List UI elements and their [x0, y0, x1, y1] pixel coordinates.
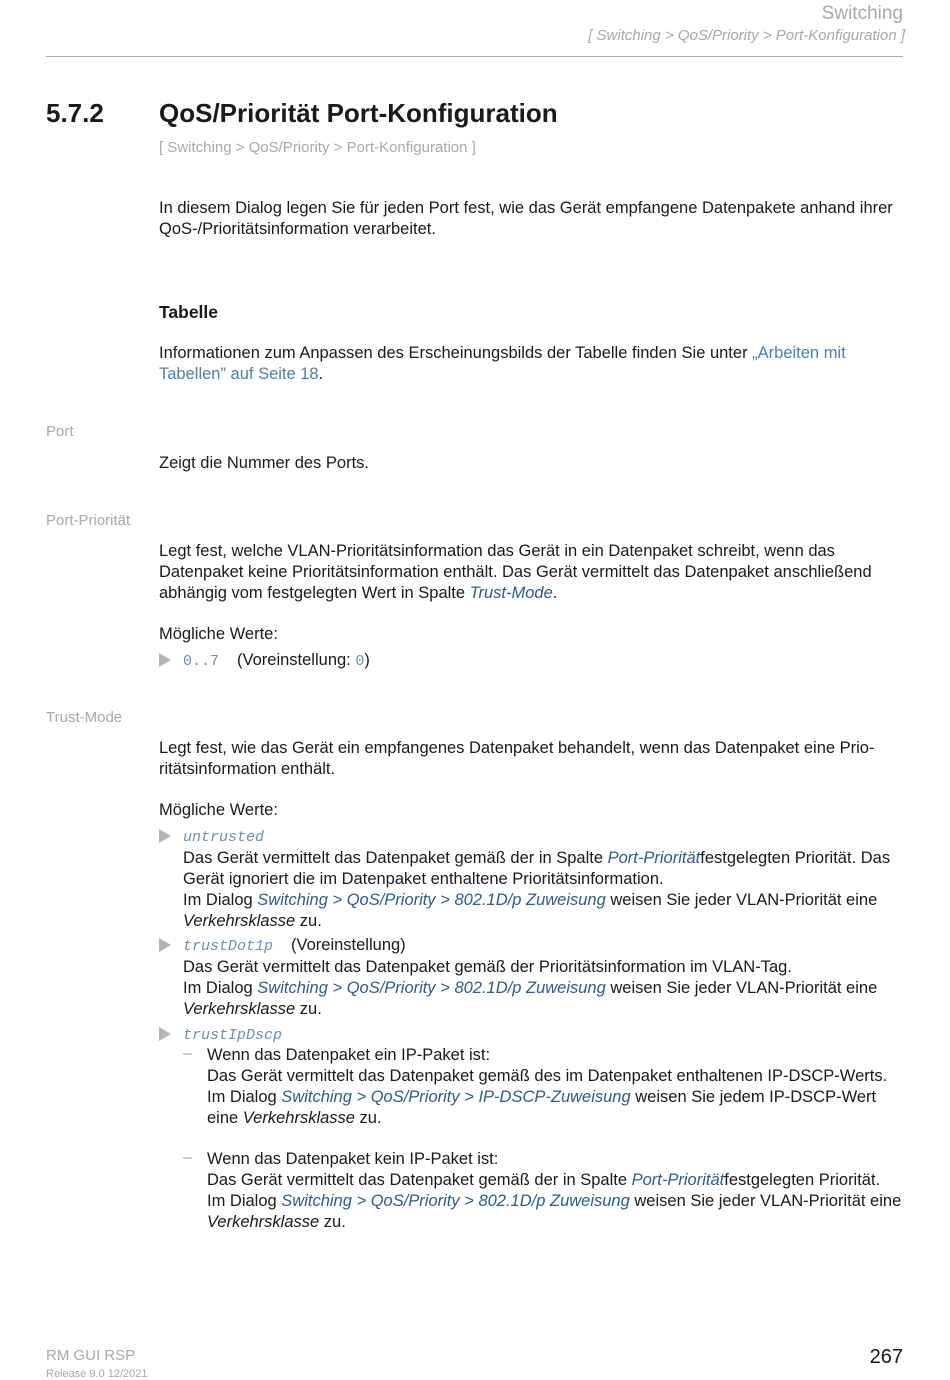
header-divider — [46, 56, 903, 57]
footer-document-name: RM GUI RSP — [46, 1347, 136, 1364]
non-ip-packet-case: Wenn das Datenpaket kein IP-Paket ist: Das Gerät vermittelt das Datenpaket gemäß der in Spalte Port-Prioritätfestgelegten Priorität. Im Dialog Switching > QoS/Priority > 802.1D/p Zuweisung weisen Sie jeder VLAN-Priorität eine Verkehrsklasse zu. — [207, 1150, 902, 1231]
triangle-bullet-icon — [159, 829, 171, 843]
dash-bullet: – — [183, 1149, 192, 1166]
trustdot1p-item: trustDot1p (Voreinstellung) Das Gerät vermittelt das Datenpaket gemäß der Prioritätsinformation im VLAN-Tag. Im Dialog Switching > QoS/Priority > 802.1D/p Zuweisung weisen Sie jeder VLAN-Priorität eine Verkehrsklasse zu. — [183, 936, 878, 1018]
trust-mode-possible-values: Mögliche Werte: — [159, 801, 278, 819]
bullet-icon — [159, 653, 171, 672]
section-breadcrumb: [ Switching > QoS/Priority > Port-Konfiguration ] — [159, 139, 476, 156]
table-heading: Tabelle — [159, 302, 219, 322]
dash-bullet: – — [183, 1045, 192, 1062]
value-range: 0..7 — [183, 653, 220, 670]
page-number: 267 — [869, 1346, 903, 1368]
untrusted-value: untrusted — [183, 829, 265, 846]
ip-packet-case: Wenn das Datenpaket ein IP-Paket ist: Das Gerät vermittelt das Datenpaket gemäß des im Datenpaket enthaltenen IP-DSCP-Werts. Im Dialog Switching > QoS/Priority > IP-DSCP-Zuweisung weisen Sie jedem IP-DSCP-Wert eine Verkehrsklasse zu. — [207, 1046, 888, 1127]
section-number: 5.7.2 — [46, 98, 104, 128]
bullet-icon — [159, 829, 171, 848]
port-priority-label: Port-Priorität — [46, 512, 131, 529]
dialog-ip-dscp-link[interactable]: Switching > QoS/Priority > IP-DSCP-Zuweisung — [281, 1088, 631, 1106]
table-info-paragraph: Informationen zum Anpassen des Erscheinungsbilds der Tabelle finden Sie unter „Arbeiten mit Tabellen” auf Seite 18. — [159, 344, 846, 383]
trustipdscp-value: trustIpDscp — [183, 1027, 283, 1044]
trust-mode-label: Trust-Mode — [46, 709, 123, 726]
dialog-8021dp-link[interactable]: Switching > QoS/Priority > 802.1D/p Zuweisung — [257, 979, 606, 997]
port-priority-possible-values: Mögliche Werte: — [159, 625, 278, 643]
bullet-icon — [159, 938, 171, 957]
triangle-bullet-icon — [159, 653, 171, 667]
dialog-8021dp-link[interactable]: Switching > QoS/Priority > 802.1D/p Zuweisung — [281, 1192, 630, 1210]
trustipdscp-item — [183, 1024, 903, 1046]
footer-release: Release 9.0 12/2021 — [46, 1368, 148, 1380]
running-header-title: Switching — [821, 3, 903, 24]
page-title: QoS/Priorität Port-Konfiguration — [159, 98, 558, 128]
port-description: Zeigt die Nummer des Ports. — [159, 454, 369, 472]
trust-mode-link[interactable]: Trust-Mode — [469, 584, 553, 602]
port-priority-link[interactable]: Port-Priorität — [607, 849, 701, 867]
dialog-8021dp-link[interactable]: Switching > QoS/Priority > 802.1D/p Zuweisung — [257, 891, 606, 909]
triangle-bullet-icon — [159, 938, 171, 952]
table-help-link[interactable]: „Arbeiten mit Tabellen” auf Seite 18 — [159, 344, 846, 383]
table-info-text: Informationen zum Anpassen des Erscheinungsbilds der Tabelle finden Sie unter — [159, 344, 753, 362]
trust-mode-description: Legt fest, wie das Gerät ein empfangenes Datenpaket behandelt, wenn das Datenpaket eine Prio-ritätsinformation enthält. — [159, 739, 875, 778]
port-priority-link[interactable]: Port-Priorität — [631, 1171, 725, 1189]
trustdot1p-value: trustDot1p — [183, 938, 274, 955]
default-value: 0 — [355, 653, 365, 670]
port-priority-value-item: 0..7 (Voreinstellung: 0) — [183, 651, 370, 670]
triangle-bullet-icon — [159, 1027, 171, 1041]
bullet-icon — [159, 1027, 171, 1046]
running-header-breadcrumb: [ Switching > QoS/Priority > Port-Konfiguration ] — [588, 27, 905, 44]
port-label: Port — [46, 423, 74, 440]
port-priority-description: Legt fest, welche VLAN-Prioritätsinformation das Gerät in ein Datenpaket schreibt, wenn das Datenpaket keine Prioritätsinformation enthält. Das Gerät vermittelt das Datenpaket anschließend abhängig vom festgelegten Wert in Spalte Trust-Mode. — [159, 542, 872, 602]
intro-paragraph: In diesem Dialog legen Sie für jeden Port fest, wie das Gerät empfangene Datenpakete anhand ihrer QoS-/Prioritätsinformation verarbeitet. — [159, 199, 893, 238]
untrusted-item: untrusted Das Gerät vermittelt das Datenpaket gemäß der in Spalte Port-Prioritätfestgelegten Priorität. Das Gerät ignoriert die im Datenpaket enthaltene Prioritätsinformation. Im Dialog Switching > QoS/Priority > 802.1D/p Zuweisung weisen Sie jeder VLAN-Priorität eine Verkehrsklasse zu. — [183, 829, 891, 930]
